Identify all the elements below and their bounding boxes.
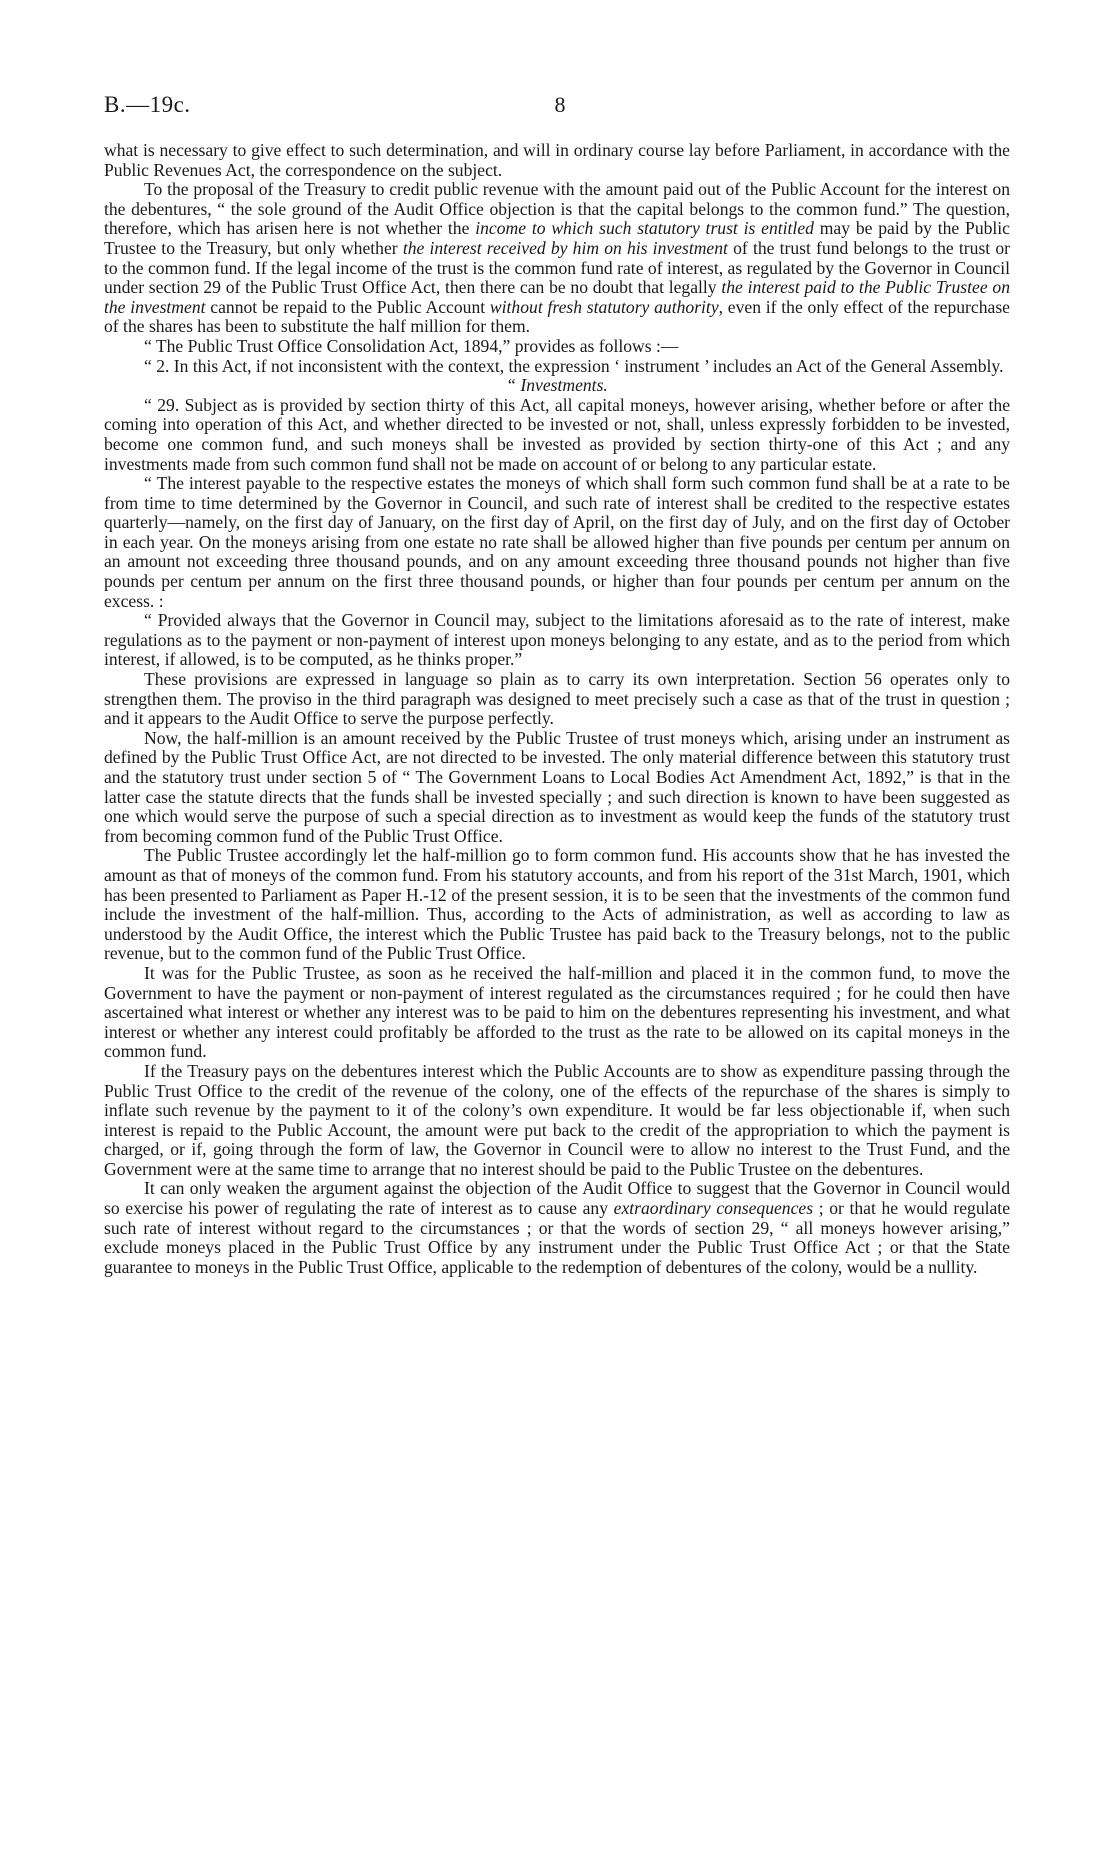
italic-phrase: the interest received by him on his investment [402,237,728,258]
text-run: It was for the Public Trustee, as soon as he received the half-million and placed it in the common fund, to move the Government to have the payment or non-payment of interest regulated as the circumstances required ; for he could then have ascertained what interest or whether any interest was to be paid to him on the debentures representing his investment, and what interest or whether any interest could profitably be afforded to the trust as the rate to be allowed on its capital moneys in the common fund. [104,962,1010,1062]
text-run: If the Treasury pays on the debentures interest which the Public Accounts are to show as expenditure passing through the Public Trust Office to the credit of the revenue of the colony, one of the effects of the repurchase of the shares is simply to inflate such revenue by the payment to it of the colony’s own expenditure. It would be far less objectionable if, when such interest is repaid to the Public Account, the amount were put back to the credit of the appropriation to which the payment is charged, or if, going through the form of law, the Governor in Council were to allow no interest to the Trust Fund, and the Government were at the same time to arrange that no interest should be paid to the Public Trustee on the debentures. [104,1060,1010,1179]
page-header [104,92,1016,122]
text-run: of the trust fund belongs to the trust or to the common fund. If the legal income of the trust is the common fund rate of interest, as regulated by the Governor in Council under section 29 of the Public Trust Office Act, then there can be no doubt that legally [104,237,1011,298]
text-run: cannot be repaid to the Public Account [205,296,490,317]
para-act-intro [104,337,1010,357]
text-run: , even if the only effect of the repurchase of the shares has been to substitute the half million for them. [104,296,1010,337]
document-reference: B.—19c. [104,92,191,117]
text-run: It can only weaken the argument against the objection of the Audit Office to suggest that the Governor in Council would so exercise his power of regulating the rate of interest as to cause any [104,1178,1010,1219]
text-run: “ The interest payable to the respective estates the moneys of which shall form such common fund shall be at a rate to be from time to time determined by the Governor in Council, and such rate of interest shall be credited to the respective estates quarterly—namely, on the first day of January, on the first day of April, on the first day of July, and on the first day of October in each year. On the moneys arising from one estate no rate shall be allowed higher than five pounds per centum per annum on an amount not exceeding three thousand pounds, and on any amount exceeding three thousand pounds not higher than five pounds per centum per annum on the first three thousand pounds, or higher than four pounds per centum per annum on the excess. : [104,473,1010,611]
para-treasury-proposal [104,180,1010,337]
para-move-government [104,964,1010,1062]
italic-phrase: extraordinary consequences [613,1198,814,1219]
text-run: “ 2. In this Act, if not inconsistent with the context, the expression ‘ instrument ’ includes an Act of the General Assembly. [144,355,1004,376]
text-run: ; or that he would regulate such rate of interest without regard to the circumstances ; or that the words of section 29, “ all moneys however arising,” exclude moneys placed in the Public Trust Office by any instrument under the Public Trust Office Act ; or that the State guarantee to moneys in the Public Trust Office, applicable to the redemption of debentures of the colony, would be a nullity. [104,1198,1011,1277]
body-text [104,141,1010,1277]
text-run: “ 29. Subject as is provided by section thirty of this Act, all capital moneys, however arising, whether before or after the coming into operation of this Act, and whether directed to be invested or not, shall, unless expressly forbidden to be invested, become one common fund, and such moneys shall be invested as provided by section thirty-one of this Act ; and any investments made from such common fund shall not be made on account of or belong to any particular estate. [104,394,1010,474]
heading-investments [104,376,1010,396]
italic-phrase: income to which such statutory trust is entitled [475,218,814,239]
text-run: “ The Public Trust Office Consolidation Act, 1894,” provides as follows :— [144,335,679,356]
para-treasury-pays [104,1062,1010,1180]
para-section-29 [104,396,1010,474]
para-proviso [104,611,1010,670]
para-public-trustee [104,846,1010,964]
para-weaken-argument [104,1179,1010,1277]
text-run: The Public Trustee accordingly let the half-million go to form common fund. His accounts show that he has invested the amount as that of moneys of the common fund. From his statutory accounts, and from his report of the 31st March, 1901, which has been presented to Parliament as Paper H.-12 of the present session, it is to be seen that the investments of the common fund include the investment of the half-million. Thus, according to the Acts of administration, as well as according to law as understood by the Audit Office, the interest which the Public Trustee has paid back to the Treasury belongs, not to the public revenue, but to the common fund of the Public Trust Office. [104,845,1010,964]
text-run: These provisions are expressed in language so plain as to carry its own interpretation. Section 56 operates only to strengthen them. The proviso in the third paragraph was designed to meet precisely such a case as that of the trust in question ; and it appears to the Audit Office to serve the purpose perfectly. [104,669,1010,729]
italic-phrase: the interest paid to the Public Trustee on the investment [104,277,1010,317]
text-run: Now, the half-million is an amount received by the Public Trustee of trust moneys which, arising under an instrument as defined by the Public Trust Office Act, are not directed to be invested. The only material difference between this statutory trust and the statutory trust under section 5 of “ The Government Loans to Local Bodies Act Amendment Act, 1892,” is that in the latter case the statute directs that the funds shall be invested specially ; and such direction is known to have been suggested as one which would serve the purpose of such a special direction as to investment as would keep the funds of the statutory trust from becoming common fund of the Public Trust Office. [104,727,1010,846]
text-run: “ Provided always that the Governor in Council may, subject to the limitations aforesaid as to the rate of interest, make regulations as to the payment or non-payment of interest upon moneys belonging to any estate, and as to the period from which interest, if allowed, is to be computed, as he thinks proper.” [104,610,1010,670]
page-number: 8 [554,92,566,117]
text-run: what is necessary to give effect to such determination, and will in ordinary course lay before Parliament, in accordance with the Public Revenues Act, the correspondence on the subject. [104,140,1010,180]
para-interest-payable [104,474,1010,611]
para-section-2 [104,357,1010,377]
para-provisions-plain [104,670,1010,729]
text-run: may be paid by the Public Trustee to the Treasury, but only whether [104,218,1010,258]
para-continuation [104,141,1010,180]
text-run: “ Investments. [506,375,608,396]
para-half-million [104,729,1010,847]
text-run: To the proposal of the Treasury to credit public revenue with the amount paid out of the Public Account for the interest on the debentures, “ the sole ground of the Audit Office objection is that the capital belongs to the common fund.” The question, therefore, which has arisen here is not whether the [104,179,1010,239]
italic-phrase: without fresh statutory authority [489,296,719,317]
